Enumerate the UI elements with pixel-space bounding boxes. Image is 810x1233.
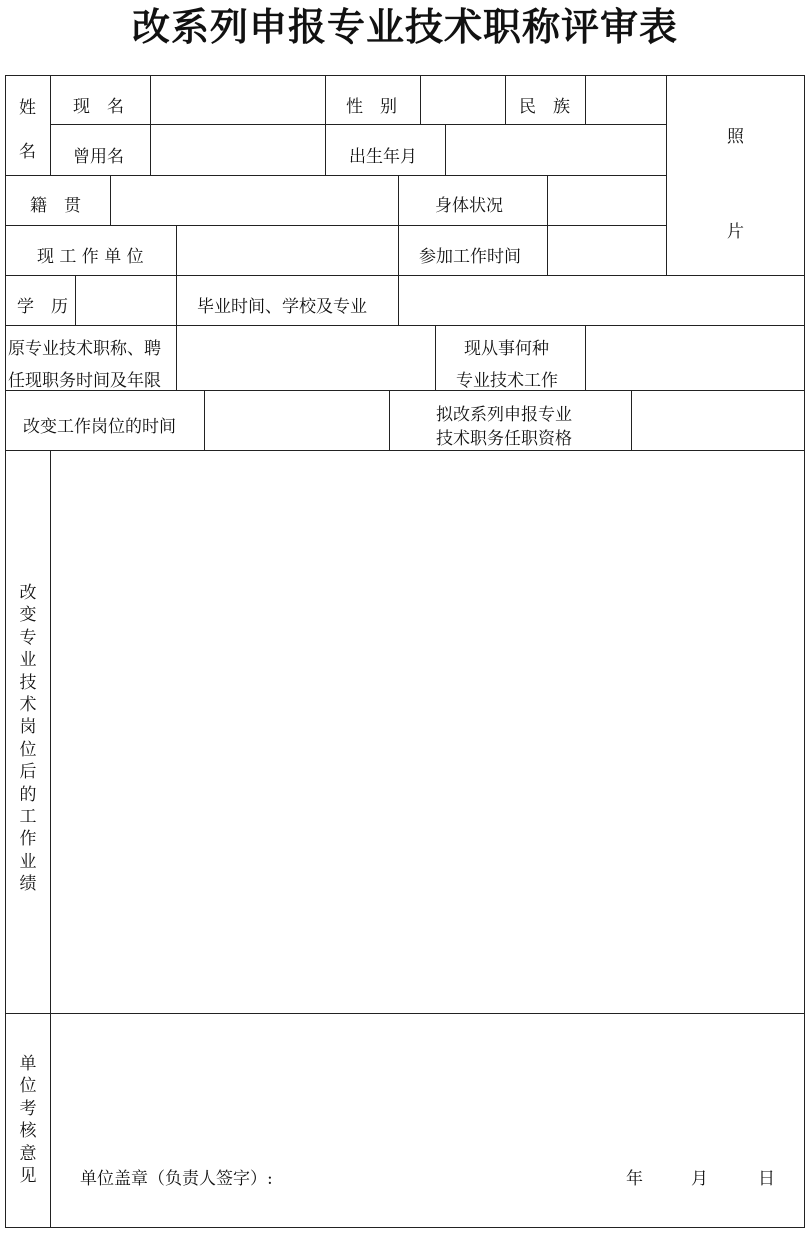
graduation-field[interactable]: [400, 277, 802, 323]
ethnicity-field[interactable]: [587, 78, 664, 122]
col-line: [585, 76, 586, 124]
gender-label: 性 别: [346, 97, 397, 117]
col-line: [110, 175, 111, 225]
unit-opinion-label: 单位考核意见: [19, 1054, 37, 1187]
col-line: [420, 76, 421, 124]
application-form: [5, 75, 805, 1228]
work-unit-field[interactable]: [178, 227, 396, 273]
work-start-label: 参加工作时间: [419, 247, 521, 267]
gender-field[interactable]: [422, 78, 503, 122]
education-label: 学 历: [17, 297, 68, 317]
proposed-label-2: 技术职务任职资格: [436, 429, 572, 449]
col-line: [75, 275, 76, 325]
month-label: 月: [691, 1169, 708, 1189]
current-name-label: 现 名: [73, 97, 124, 117]
col-line: [325, 124, 326, 175]
former-name-label: 曾用名: [73, 147, 124, 167]
name-label-top: 姓: [19, 98, 36, 118]
native-place-field[interactable]: [112, 177, 396, 223]
proposed-label-1: 拟改系列申报专业: [436, 405, 572, 425]
seal-signature-label: 单位盖章（负责人签字）:: [80, 1169, 273, 1189]
row-line: [6, 1013, 804, 1014]
current-work-field[interactable]: [587, 327, 802, 388]
proposed-field[interactable]: [633, 392, 802, 448]
col-line: [398, 175, 399, 325]
col-line: [435, 325, 436, 390]
education-field[interactable]: [77, 277, 174, 323]
work-start-field[interactable]: [549, 227, 664, 273]
col-line: [50, 450, 51, 1227]
change-time-label: 改变工作岗位的时间: [23, 417, 176, 437]
change-time-field[interactable]: [206, 392, 387, 448]
form-title: 改系列申报专业技术职称评审表: [131, 5, 678, 49]
work-unit-label: 现 工 作 单 位: [37, 247, 144, 267]
name-label-bottom: 名: [19, 142, 36, 162]
col-line: [204, 390, 205, 450]
col-line: [547, 175, 548, 275]
col-line: [666, 76, 667, 275]
orig-title-label-1: 原专业技术职称、聘: [8, 339, 161, 359]
col-line: [176, 225, 177, 390]
row-line: [6, 225, 666, 226]
col-line: [445, 124, 446, 175]
row-line: [6, 275, 804, 276]
row-line: [6, 175, 666, 176]
birth-date-label: 出生年月: [349, 147, 417, 167]
native-place-label: 籍 贯: [30, 196, 81, 216]
col-line: [150, 76, 151, 175]
photo-label-bottom: 片: [727, 222, 744, 242]
graduation-label: 毕业时间、学校及专业: [197, 297, 367, 317]
unit-opinion-field[interactable]: [52, 1015, 802, 1165]
col-line: [50, 76, 51, 175]
performance-label: 改变专业技术岗位后的工作业绩: [19, 583, 37, 895]
current-work-label-2: 专业技术工作: [456, 371, 558, 391]
ethnicity-label: 民 族: [519, 97, 570, 117]
row-line: [6, 325, 804, 326]
col-line: [505, 76, 506, 124]
current-work-label-1: 现从事何种: [464, 339, 549, 359]
col-line: [585, 325, 586, 390]
former-name-field[interactable]: [152, 126, 323, 173]
health-field[interactable]: [549, 177, 664, 223]
health-label: 身体状况: [435, 196, 503, 216]
performance-field[interactable]: [52, 452, 802, 1011]
current-name-field[interactable]: [152, 78, 323, 122]
col-line: [389, 390, 390, 450]
orig-title-label-2: 任现职务时间及年限: [8, 371, 161, 391]
day-label: 日: [758, 1169, 775, 1189]
orig-title-field[interactable]: [178, 327, 433, 388]
year-label: 年: [626, 1169, 643, 1189]
col-line: [631, 390, 632, 450]
row-line: [50, 124, 666, 125]
birth-date-field[interactable]: [447, 126, 664, 173]
photo-label-top: 照: [727, 127, 744, 147]
row-line: [6, 450, 804, 451]
col-line: [325, 76, 326, 124]
